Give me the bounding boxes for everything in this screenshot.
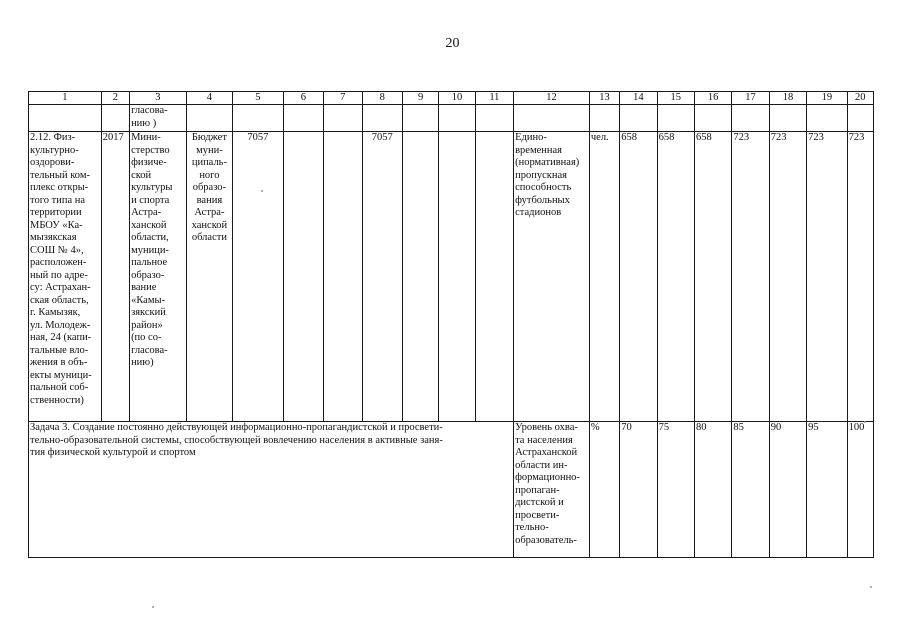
indicator-value-cell: 90 <box>769 422 806 558</box>
column-number-row <box>29 92 874 105</box>
table-cell <box>402 105 438 132</box>
table-cell <box>807 105 847 132</box>
funding-source-cell: Бюджет муни- ципаль- ного образо- вания Астра- ханской области <box>186 132 232 422</box>
amount-cell <box>402 132 438 422</box>
table-cell <box>283 105 323 132</box>
amount-cell <box>475 132 513 422</box>
table-cell <box>475 105 513 132</box>
amount-cell: 7057 <box>362 132 402 422</box>
indicator-value-cell: 75 <box>657 422 694 558</box>
scan-speck <box>870 586 872 588</box>
column-number: 19 <box>807 92 847 105</box>
table-cell <box>589 105 619 132</box>
table-cell <box>29 105 102 132</box>
column-number: 2 <box>101 92 129 105</box>
column-number: 12 <box>514 92 590 105</box>
indicator-value-cell: 723 <box>807 132 847 422</box>
amount-cell <box>324 132 362 422</box>
indicator-value-cell: 85 <box>732 422 769 558</box>
table-cell <box>657 105 694 132</box>
total-amount-cell: 7057 <box>233 132 284 422</box>
column-number: 10 <box>439 92 475 105</box>
indicator-value-cell: 70 <box>620 422 657 558</box>
indicator-value-cell: 100 <box>847 422 873 558</box>
table-cell <box>324 105 362 132</box>
table-cell <box>101 105 129 132</box>
task-title-cell: Задача 3. Создание постоянно действующей информационно-пропагандистской и просвети- тельно-образовательной системы, способствующей вовлечению населения в активные заня- тия физической культурой и спортом <box>29 422 514 558</box>
measure-name-cell: 2.12. Физ- культурно- оздорови- тельный ком- плекс откры- того типа на территории МБОУ «Ка- мызякская СОШ № 4», расположен- ный по адре- су: Астрахан- ская область, г. Камызяк, ул. Молодеж- ная, 24 (капи- тальные вло- жения в объ- екты муници- пальной соб- ственности) <box>29 132 102 422</box>
responsible-continuation-cell: гласова- нию ) <box>130 105 187 132</box>
indicator-value-cell: 658 <box>657 132 694 422</box>
table-cell <box>362 105 402 132</box>
scan-speck <box>152 606 154 608</box>
column-number: 1 <box>29 92 102 105</box>
scan-speck <box>864 421 866 423</box>
column-number: 7 <box>324 92 362 105</box>
indicator-value-cell: 80 <box>694 422 731 558</box>
table-row <box>29 132 874 422</box>
amount-cell <box>439 132 475 422</box>
indicator-value-cell: 723 <box>732 132 769 422</box>
continuation-row <box>29 105 874 132</box>
column-number: 9 <box>402 92 438 105</box>
column-number: 4 <box>186 92 232 105</box>
page-number: 20 <box>445 36 460 51</box>
amount-cell <box>283 132 323 422</box>
indicator-value-cell: 723 <box>847 132 873 422</box>
table-cell <box>769 105 806 132</box>
column-number: 20 <box>847 92 873 105</box>
indicator-value-cell: 95 <box>807 422 847 558</box>
task-row <box>29 422 874 558</box>
responsible-cell: Мини- стерство физиче- ской культуры и спорта Астра- ханской области, муници- пальное образо- вание «Камы- зякский район» (по со- гласова- нию) <box>130 132 187 422</box>
column-number: 16 <box>694 92 731 105</box>
column-number: 6 <box>283 92 323 105</box>
column-number: 15 <box>657 92 694 105</box>
indicator-name-cell: Уровень охва- та населения Астраханской области ин- формационно- пропаган- дистской и просвети- тельно- образователь- <box>514 422 590 558</box>
indicator-value-cell: 658 <box>694 132 731 422</box>
column-number: 3 <box>130 92 187 105</box>
table-cell <box>694 105 731 132</box>
column-number: 17 <box>732 92 769 105</box>
table-cell <box>514 105 590 132</box>
unit-cell: чел. <box>589 132 619 422</box>
indicator-name-cell: Едино- временная (нормативная) пропускная способность футбольных стадионов <box>514 132 590 422</box>
column-number: 18 <box>769 92 806 105</box>
table-cell <box>847 105 873 132</box>
column-number: 13 <box>589 92 619 105</box>
column-number: 8 <box>362 92 402 105</box>
indicator-table <box>28 91 874 558</box>
table-cell <box>186 105 232 132</box>
table-cell <box>439 105 475 132</box>
year-cell: 2017 <box>101 132 129 422</box>
table-cell <box>732 105 769 132</box>
table-cell <box>620 105 657 132</box>
scan-speck <box>261 190 263 192</box>
indicator-value-cell: 723 <box>769 132 806 422</box>
unit-cell: % <box>589 422 619 558</box>
column-number: 5 <box>233 92 284 105</box>
indicator-value-cell: 658 <box>620 132 657 422</box>
column-number: 11 <box>475 92 513 105</box>
table-cell <box>233 105 284 132</box>
column-number: 14 <box>620 92 657 105</box>
